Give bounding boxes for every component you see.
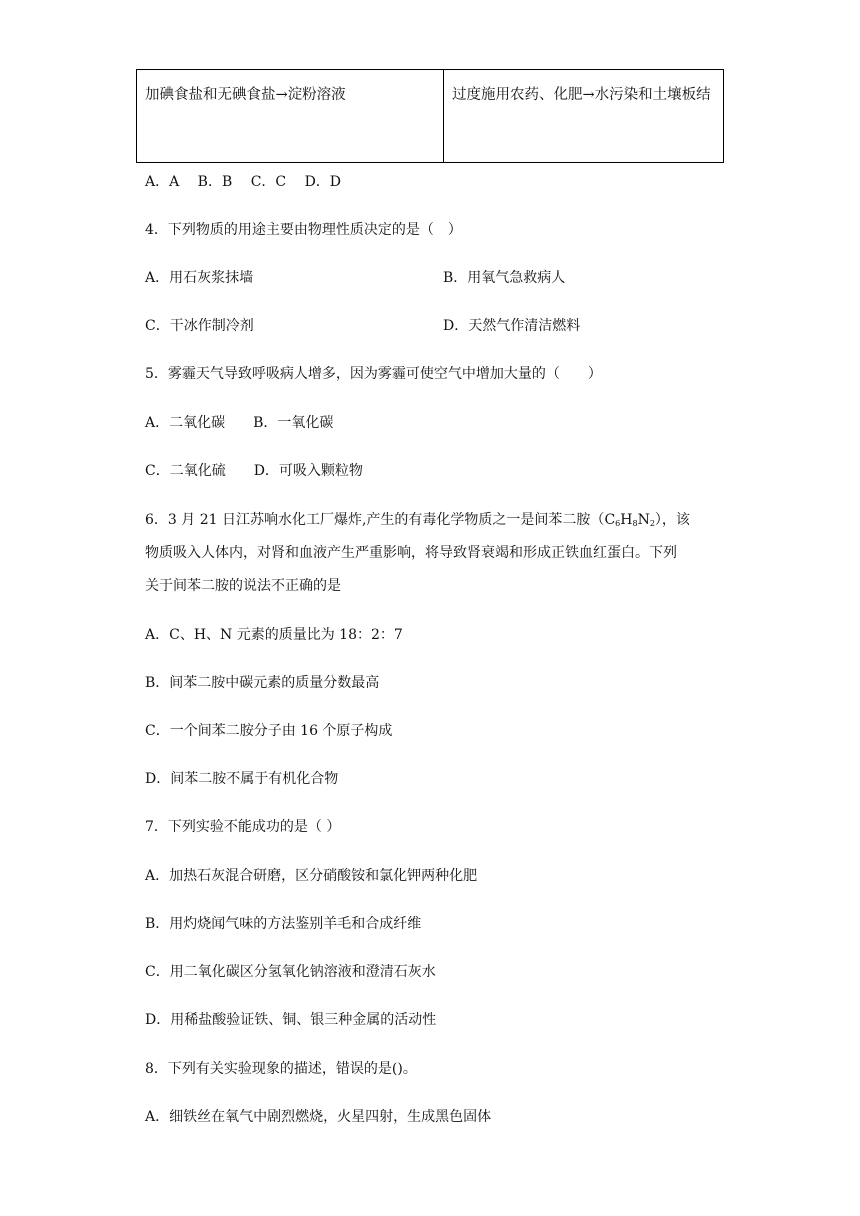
q4-option-d: D．天然气作清洁燃料 <box>443 318 581 334</box>
q6-stem-after: ），该 <box>654 512 690 528</box>
q5-options-cd: C．二氧化硫 D．可吸入颗粒物 <box>145 463 363 479</box>
q6-stem-line2: 物质吸入人体内，对肾和血液产生严重影响，将导致肾衰竭和形成正铁血红蛋白。下列 <box>145 545 677 561</box>
q5-options-ab: A．二氧化碳 B．一氧化碳 <box>145 415 334 431</box>
q6-option-a: A．C、H、N 元素的质量比为 18：2：7 <box>145 627 403 643</box>
table-cell-left: 加碘食盐和无碘食盐→淀粉溶液 <box>137 70 444 163</box>
q6-stem-before: 6．3 月 21 日江苏响水化工厂爆炸,产生的有毒化学物质之一是间苯二胺（ <box>145 512 605 528</box>
q7-option-b: B．用灼烧闻气味的方法鉴别羊毛和合成纤维 <box>145 916 422 932</box>
q4-option-c: C．干冰作制冷剂 <box>145 318 254 334</box>
q6-stem-line3: 关于间苯二胺的说法不正确的是 <box>145 578 341 594</box>
q7-option-a: A．加热石灰混合研磨，区分硝酸铵和氯化钾两种化肥 <box>145 868 478 884</box>
q5-stem: 5．雾霾天气导致呼吸病人增多，因为雾霾可使空气中增加大量的（ ） <box>145 366 602 382</box>
q6-option-d: D．间苯二胺不属于有机化合物 <box>145 771 339 787</box>
q6-option-b: B．间苯二胺中碳元素的质量分数最高 <box>145 675 380 691</box>
q4-option-b: B．用氧气急救病人 <box>443 270 566 286</box>
q8-stem: 8．下列有关实验现象的描述，错误的是()。 <box>145 1061 417 1077</box>
q7-stem: 7．下列实验不能成功的是（ ） <box>145 819 341 835</box>
q7-option-c: C．用二氧化碳区分氢氧化钠溶液和澄清石灰水 <box>145 964 436 980</box>
comparison-table <box>136 69 724 163</box>
q7-option-d: D．用稀盐酸验证铁、铜、银三种金属的活动性 <box>145 1012 437 1028</box>
q6-stem-line1 <box>145 510 690 534</box>
chemical-formula: $C_6H_8N_2$ <box>604 512 655 528</box>
q4-stem: 4．下列物质的用途主要由物理性质决定的是（ ） <box>145 222 462 238</box>
q6-option-c: C．一个间苯二胺分子由 16 个原子构成 <box>145 723 393 739</box>
table-row <box>137 70 724 163</box>
table-cell-right: 过度施用农药、化肥→水污染和土壤板结 <box>444 70 724 163</box>
q4-option-a: A．用石灰浆抹墙 <box>145 270 254 286</box>
q8-option-a: A．细铁丝在氧气中剧烈燃烧，火星四射，生成黑色固体 <box>145 1109 492 1125</box>
q3-options: A．A B．B C．C D．D <box>145 174 342 190</box>
